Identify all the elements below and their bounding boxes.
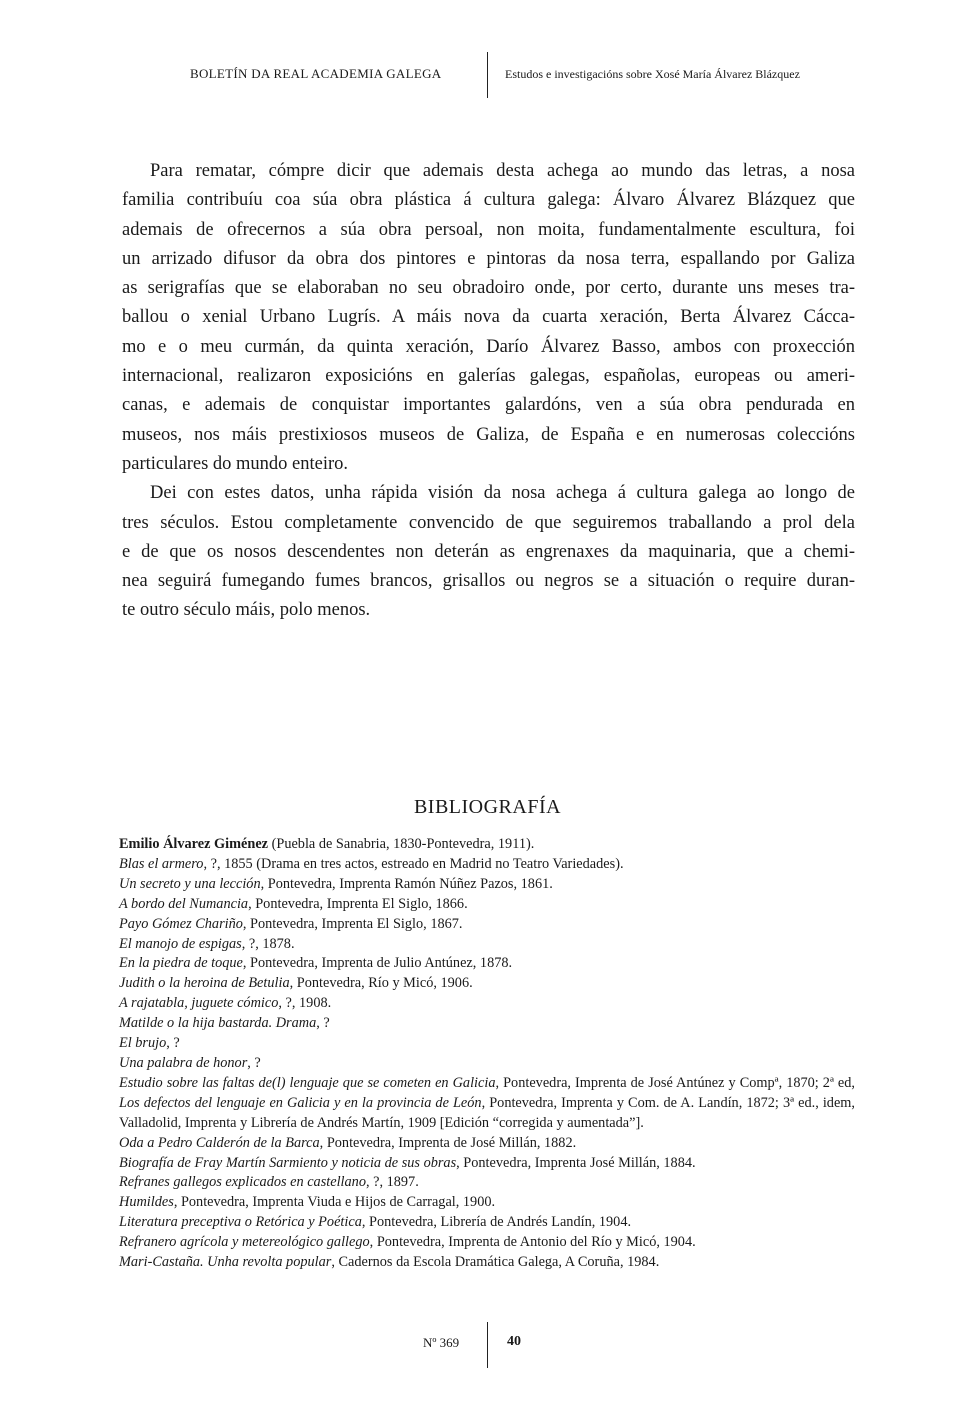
bibliography-entry [119, 1034, 855, 1054]
work-title: Estudio sobre las faltas de(l) lenguaje que se cometen en Galicia [119, 1074, 496, 1091]
bibliography-entry [119, 1014, 855, 1034]
bibliography-entry [119, 915, 855, 935]
work-title: El brujo [119, 1035, 167, 1052]
work-title: Los defectos del lenguaje en Galicia y en la provincia de León [119, 1094, 482, 1111]
bibliography-entry [119, 1134, 855, 1154]
entry-details: , Pontevedra, Imprenta José Millán, 1884. [456, 1154, 696, 1171]
entry-details: , Pontevedra, Imprenta de Antonio del Río y Micó, 1904. [369, 1234, 696, 1251]
entry-details: , Pontevedra, Imprenta El Siglo, 1866. [248, 895, 468, 912]
footer-divider [487, 1322, 488, 1368]
section-title: Estudos e investigacións sobre Xosé María Álvarez Blázquez [505, 67, 800, 81]
bibliography-entry [119, 895, 855, 915]
paragraph-line: as serigrafías que se elaboraban no seu obradoiro onde, por certo, durante uns meses tra- [122, 278, 855, 299]
bibliography-entry [119, 1074, 855, 1134]
page-number: 40 [507, 1334, 521, 1349]
work-title: Matilde o la hija bastarda. Drama [119, 1015, 317, 1032]
issue-number: Nº 369 [423, 1335, 460, 1350]
work-title: Una palabra de honor [119, 1054, 248, 1071]
work-title: Blas el armero [119, 855, 204, 872]
bibliography-entry [119, 1054, 855, 1074]
paragraph-line: te outro século máis, polo menos. [122, 600, 371, 621]
bibliography-entry [119, 974, 855, 994]
work-title: Mari-Castaña. Unha revolta popular [119, 1254, 332, 1271]
journal-title: BOLETÍN DA REAL ACADEMIA GALEGA [190, 66, 442, 81]
work-title: Literatura preceptiva o Retórica y Poética [119, 1214, 362, 1231]
paragraph-line: canas, e ademais de conquistar importantes galardóns, ven a súa obra pendurada en [122, 395, 855, 416]
entry-details: , ? [247, 1054, 261, 1071]
work-title: Biografía de Fray Martín Sarmiento y noticia de sus obras [119, 1154, 457, 1171]
entry-details: , Cadernos da Escola Dramática Galega, A Coruña, 1984. [331, 1254, 660, 1271]
work-title: Judith o la heroina de Betulia [119, 975, 290, 992]
paragraph-line: familia contribuíu coa súa obra plástica á cultura galega: Álvaro Álvarez Blázquez que [122, 190, 855, 211]
entry-details: , ?, 1878. [241, 935, 295, 952]
bibliography-entry [119, 1253, 855, 1273]
paragraph-line: un arrizado difusor da obra dos pintores e pintoras da nosa terra, espallando por Galiza [122, 248, 855, 269]
paragraph-line: e de que os nosos descendentes non deterán as engrenaxes da maquinaria, que a chemi- [122, 541, 855, 562]
paragraph-line: particulares do mundo enteiro. [122, 453, 349, 474]
author-name: Emilio Álvarez Giménez [119, 836, 269, 852]
paragraph [122, 479, 855, 625]
entry-details: , Pontevedra, Imprenta Viuda e Hijos de Carragal, 1900. [173, 1194, 496, 1211]
entry-details: , Pontevedra, Librería de Andrés Landín, 1904. [361, 1214, 632, 1231]
bibliography-entry [119, 935, 855, 955]
entry-details: , ? [166, 1035, 180, 1052]
bibliography-entry [119, 1233, 855, 1253]
paragraph-line: ademais de ofrecernos a súa obra persoal, non moita, fundamentalmente escultura, foi [122, 219, 855, 240]
paragraph-line: Dei con estes datos, unha rápida visión da nosa achega á cultura galega ao longo de [150, 483, 855, 504]
bibliography-heading: BIBLIOGRAFÍA [413, 796, 562, 818]
bibliography-entry [119, 1193, 855, 1213]
work-title: Refranero agrícola y metereológico gallego [119, 1234, 370, 1251]
paragraph-line: museos, nos máis prestixiosos museos de Galiza, de España e en numerosas coleccións [122, 424, 855, 445]
bibliography-entry [119, 954, 855, 974]
entry-details: , Pontevedra, Imprenta de José Millán, 1882. [319, 1134, 577, 1151]
entry-details: , Pontevedra, Imprenta El Siglo, 1867. [242, 915, 463, 932]
paragraph-line: ballou o xenial Urbano Lugrís. A máis nova da cuarta xeración, Berta Álvarez Cácca- [122, 307, 855, 328]
work-title: A rajatabla, juguete cómico [119, 995, 279, 1012]
paragraph-line: mo e o meu curmán, da quinta xeración, Darío Álvarez Basso, ambos con proxección [122, 336, 855, 357]
body-text [122, 157, 855, 626]
paragraph [122, 157, 855, 479]
bibliography-entry [119, 1213, 855, 1233]
entry-details: , Pontevedra, Imprenta de José Antúnez y Compª, 1870; 2ª ed, [495, 1074, 855, 1091]
work-title: Refranes gallegos explicados en castellano [119, 1174, 366, 1191]
entry-details: , ?, 1897. [365, 1174, 419, 1191]
paragraph-line: tres séculos. Estou completamente convencido de que seguiremos traballando a prol dela [122, 512, 855, 533]
bibliography-list [119, 835, 855, 1273]
bibliography-entry [119, 875, 855, 895]
work-title: A bordo del Numancia [119, 895, 249, 912]
entry-details: , Pontevedra, Río y Micó, 1906. [289, 975, 473, 992]
work-title: Un secreto y una lección [119, 875, 261, 892]
bibliography-entry [119, 835, 855, 855]
entry-details: , ? [316, 1015, 330, 1032]
paragraph-line: Para rematar, cómpre dicir que ademais desta achega ao mundo das letras, a nosa [150, 161, 855, 181]
entry-details: (Puebla de Sanabria, 1830-Pontevedra, 1911). [268, 836, 535, 852]
header-divider [487, 52, 488, 98]
bibliography-entry [119, 1173, 855, 1193]
work-title: Oda a Pedro Calderón de la Barca [119, 1134, 320, 1151]
paragraph-line: internacional, realizaron exposicións en galerías galegas, españolas, europeas ou ameri- [122, 366, 855, 387]
work-title: El manojo de espigas [119, 935, 242, 952]
entry-details: , Pontevedra, Imprenta Ramón Núñez Pazos, 1861. [260, 875, 553, 892]
bibliography-entry [119, 994, 855, 1014]
work-title: Humildes [119, 1194, 174, 1211]
entry-details: , ?, 1908. [278, 995, 332, 1012]
entry-details: , Pontevedra, Imprenta y Com. de A. Landín, 1872; 3ª ed., idem, Valladolid, Imprenta y Librería de Andrés Martín, 1909 [Edición “corregida y aumentada”]. [119, 1094, 855, 1131]
work-title: Payo Gómez Chariño [119, 915, 243, 932]
paragraph-line: nea seguirá fumegando fumes brancos, grisallos ou negros se a situación o require duran- [122, 571, 855, 592]
bibliography-entry [119, 855, 855, 875]
bibliography-entry [119, 1154, 855, 1174]
entry-details: , Pontevedra, Imprenta de Julio Antúnez, 1878. [242, 955, 513, 972]
entry-details: , ?, 1855 (Drama en tres actos, estreado en Madrid no Teatro Variedades). [203, 855, 624, 872]
work-title: En la piedra de toque [119, 955, 243, 972]
